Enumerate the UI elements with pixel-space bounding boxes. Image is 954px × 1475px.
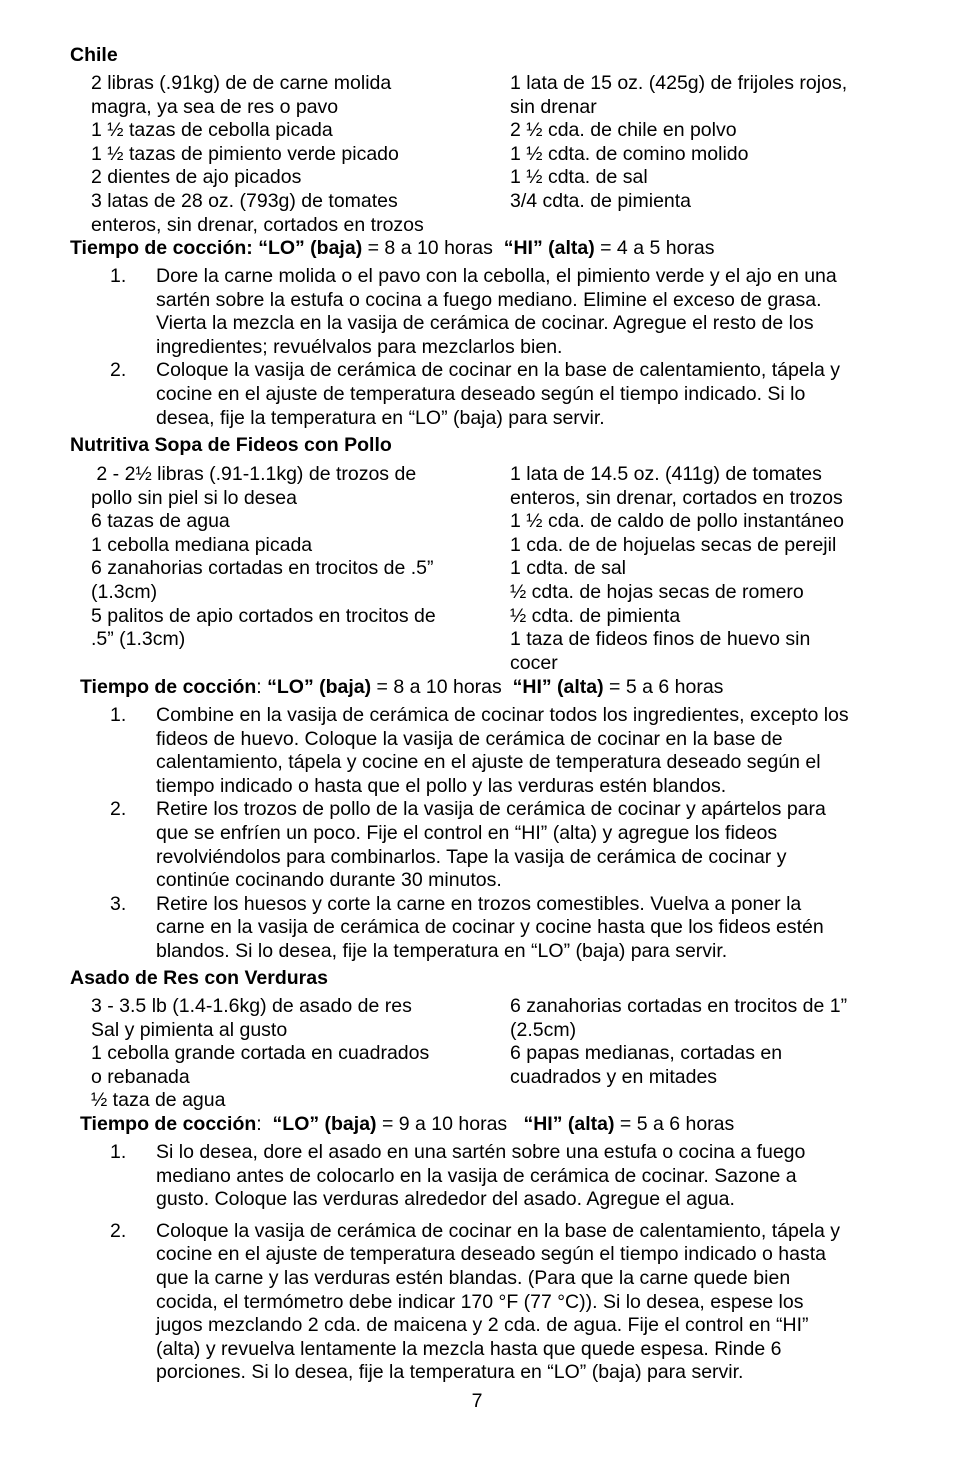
step-text: Dore la carne molida o el pavo con la cebolla, el pimiento verde y el ajo en una sartén sobre la estufa o cocina a fuego mediano. Elimine el exceso de grasa. Vierta la mezcla en la vasija de cerámica de cocinar. Agregue el resto de los ingredientes; revuélvalos para mezclarlos bien. [156, 265, 837, 358]
ingredient: 1 ½ cda. de caldo de pollo instantáneo [510, 510, 844, 533]
lo-value: = 9 a 10 horas [381, 1113, 508, 1135]
ingredient: 1 taza de fideos finos de huevo sin cocer [510, 628, 811, 674]
cooking-time-label: Tiempo de cocción: [70, 237, 253, 259]
step-text: Retire los trozos de pollo de la vasija de cerámica de cocinar y apártelos para que se enfríen un poco. Fije el control en “HI” (alta) y agregue los fideos revolviéndolos para combinarlos. Tape la vasija de cerámica de cocinar y continúe cocinando durante 30 minutos. [156, 798, 826, 892]
step-text: Combine en la vasija de cerámica de cocinar todos los ingredientes, excepto los fideos de huevo. Coloque la vasija de cerámica de cocinar en la base de calentamiento, tápela y cocine en el ajuste de temperatura deseado según el tiempo indicado o hasta que el pollo y las verduras estén blandos. [156, 704, 849, 797]
ingredient: 1 cebolla mediana picada [91, 533, 313, 556]
sopa-ingredients-left [91, 463, 491, 652]
chile-ingredients-left [91, 72, 491, 237]
cooking-time-label: Tiempo de cocción [80, 676, 257, 698]
asado-title: Asado de Res con Verduras [70, 967, 328, 989]
ingredient: 1 cdta. de sal [510, 557, 626, 580]
ingredient: 6 papas medianas, cortadas en cuadrados y en mitades [510, 1042, 783, 1088]
step-number: 1. [110, 265, 127, 287]
sopa-cooking-time: Tiempo de cocción: “LO” (baja) = 8 a 10 horas “HI” (alta) = 5 a 6 horas [80, 676, 724, 698]
asado-cooking-time: Tiempo de cocción: “LO” (baja) = 9 a 10 horas “HI” (alta) = 5 a 6 horas [80, 1113, 735, 1135]
chile-ingredients-right [510, 72, 900, 214]
ingredient: 1 cebolla grande cortada en cuadrados o rebanada [91, 1042, 430, 1088]
lo-label: “LO” (baja) [267, 676, 372, 698]
step-number: 2. [110, 359, 127, 382]
step-number: 1. [110, 1141, 127, 1163]
step-item [110, 1220, 900, 1385]
step-number: 1. [110, 704, 127, 726]
ingredient: 2 libras (.91kg) de de carne molida magra, ya sea de res o pavo [91, 72, 392, 118]
ingredient: 3/4 cdta. de pimienta [510, 189, 692, 212]
step-item [110, 704, 900, 798]
ingredient: 1 ½ cdta. de sal [510, 166, 648, 189]
ingredient: 6 zanahorias cortadas en trocitos de .5” (1.3cm) [91, 557, 434, 603]
ingredient: ½ cdta. de pimienta [510, 604, 681, 627]
step-item [110, 265, 900, 359]
hi-label: “HI” (alta) [503, 237, 595, 259]
step-text: Coloque la vasija de cerámica de cocinar en la base de calentamiento, tápela y cocine en el ajuste de temperatura deseado según el tiempo indicado o hasta que la carne y las verduras estén blandas. (Para que la carne quede bien cocida, el termómetro debe indicar 170 °F (77 °C)). Si lo desea, espese los jugos mezclando 2 cda. de maicena y 2 cda. de agua. Fije el control en “HI” (alta) y revuelva lentamente la mezcla hasta que quede espesa. Rinde 6 porciones. Si lo desea, fije la temperatura en “LO” (baja) para servir. [156, 1219, 840, 1384]
lo-label: “LO” (baja) [272, 1113, 377, 1135]
ingredient: 1 ½ tazas de pimiento verde picado [91, 142, 399, 165]
ingredient: 1 ½ tazas de cebolla picada [91, 119, 333, 142]
hi-value: = 5 a 6 horas [619, 1113, 735, 1135]
asado-ingredients-left [91, 995, 491, 1113]
ingredient: 1 lata de 15 oz. (425g) de frijoles rojos, sin drenar [510, 72, 848, 118]
ingredient: 1 cda. de de hojuelas secas de perejil [510, 533, 837, 556]
ingredient: Sal y pimienta al gusto [91, 1018, 288, 1041]
chile-steps [110, 265, 900, 430]
ingredient: 5 palitos de apio cortados en trocitos de .5” (1.3cm) [91, 604, 436, 651]
ingredient: 3 latas de 28 oz. (793g) de tomates enteros, sin drenar, cortados en trozos [91, 189, 424, 236]
hi-label: “HI” (alta) [523, 1113, 615, 1135]
ingredient: 2 - 2½ libras (.91-1.1kg) de trozos de pollo sin piel si lo desea [91, 463, 417, 509]
hi-label: “HI” (alta) [512, 676, 604, 698]
sopa-title: Nutritiva Sopa de Fideos con Pollo [70, 434, 392, 456]
asado-ingredients-right [510, 995, 900, 1089]
step-text: Coloque la vasija de cerámica de cocinar en la base de calentamiento, tápela y cocine en el ajuste de temperatura deseado según el tiempo indicado. Si lo desea, fije la temperatura en “LO” (baja) para servir. [156, 359, 840, 429]
lo-value: = 8 a 10 horas [367, 237, 493, 259]
step-text: Si lo desea, dore el asado en una sartén sobre una estufa o cocina a fuego mediano antes de colocarlo en la vasija de cerámica de cocinar. Sazone a gusto. Coloque las verduras alrededor del asado. Agregue el agua. [156, 1141, 806, 1211]
ingredient: 1 ½ cdta. de comino molido [510, 142, 749, 165]
asado-steps [110, 1141, 900, 1385]
ingredient: 2 ½ cda. de chile en polvo [510, 119, 737, 142]
ingredient: 6 zanahorias cortadas en trocitos de 1” (2.5cm) [510, 995, 848, 1041]
lo-value: = 8 a 10 horas [376, 676, 502, 698]
cooking-time-label: Tiempo de cocción [80, 1113, 257, 1135]
ingredient: ½ cdta. de hojas secas de romero [510, 580, 804, 603]
lo-label: “LO” (baja) [258, 237, 363, 259]
page-number: 7 [471, 1390, 483, 1412]
step-number: 3. [110, 892, 127, 915]
ingredient: 2 dientes de ajo picados [91, 166, 302, 189]
step-item [110, 798, 900, 892]
step-item [110, 1141, 900, 1212]
ingredient: 6 tazas de agua [91, 510, 230, 533]
chile-title: Chile [70, 44, 118, 66]
sopa-steps [110, 704, 900, 964]
sopa-ingredients-right [510, 463, 900, 675]
chile-cooking-time [70, 237, 715, 261]
ingredient: 3 - 3.5 lb (1.4-1.6kg) de asado de res [91, 995, 412, 1017]
step-item [110, 359, 900, 430]
step-number: 2. [110, 1219, 127, 1242]
step-item [110, 893, 900, 964]
hi-value: = 5 a 6 horas [609, 676, 724, 698]
step-number: 2. [110, 798, 127, 821]
hi-value: = 4 a 5 horas [600, 237, 715, 259]
ingredient: 1 lata de 14.5 oz. (411g) de tomates enteros, sin drenar, cortados en trozos [510, 463, 843, 509]
step-text: Retire los huesos y corte la carne en trozos comestibles. Vuelva a poner la carne en la vasija de cerámica de cocinar y cocine hasta que los fideos estén blandos. Si lo desea, fije la temperatura en “LO” (baja) para servir. [156, 892, 824, 962]
ingredient: ½ taza de agua [91, 1089, 226, 1112]
